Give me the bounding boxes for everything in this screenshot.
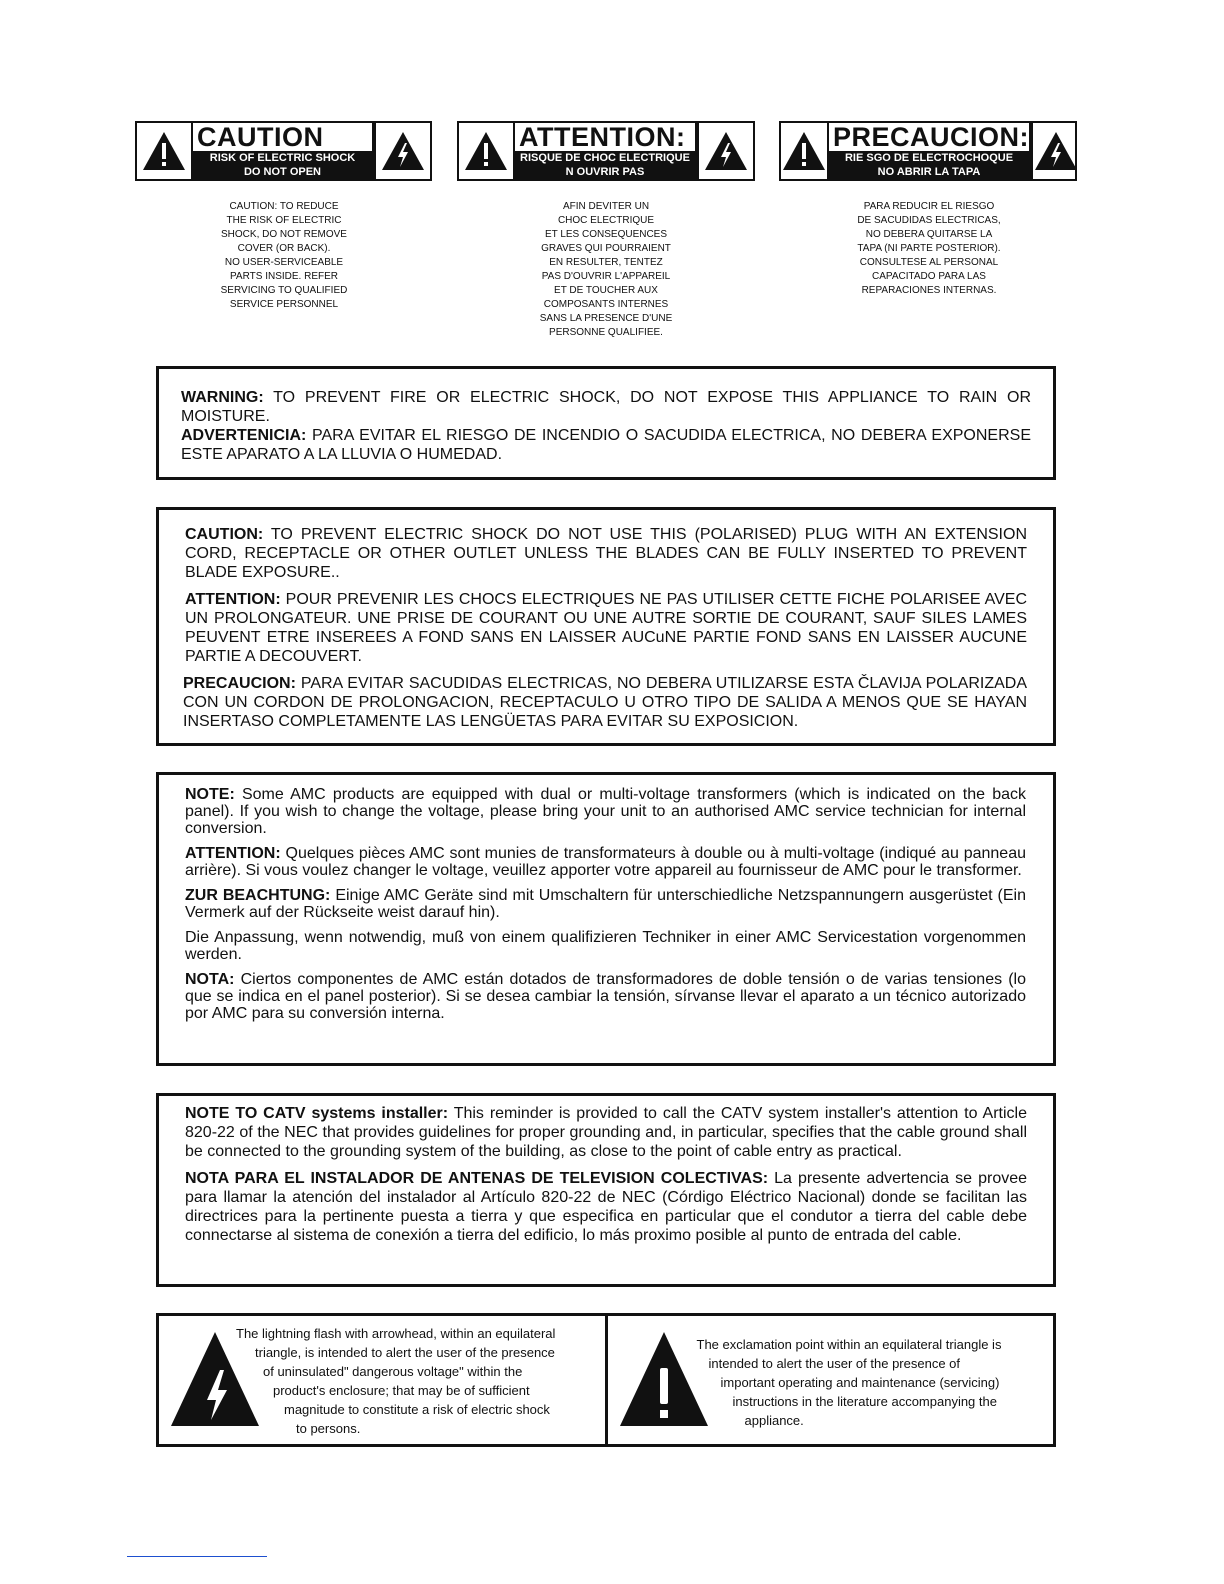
label-line: RIE SGO DE ELECTROCHOQUE [844,152,1014,164]
attention-label [457,121,755,181]
voltage-note-box [156,772,1056,1066]
catv-text: La presente advertencia se provee para llamar la atención del instalador al Artículo 820-22 de NEC (Córdigo Eléctrico Nacional) donde se facilitan las directrices para la pertinente puesta a tierra y que especifica en particular que el condutor a tierra del cable debe connectarse al sistema de conexión a tierra del edificio, lo más proximo posible al punto de entrada del cable. [185,1170,1028,1244]
text-line: to persons. [296,1421,361,1436]
caution-english-text [184,200,384,312]
plug-label: PRECAUCION: [183,675,296,692]
label-title: CAUTION [191,123,374,151]
plug-spanish [183,674,1027,731]
lightning-triangle-icon [169,1330,261,1428]
lightning-triangle-icon [1031,123,1079,179]
text-line: SHOCK, DO NOT REMOVE [221,229,347,240]
voltage-text: Ciertos componentes de AMC están dotados de transformadores de doble tensión o de varias tensiones (lo que se indica en el panel posterior). Si se desea cambiar la tensión, sírvanse llevar el aparato a un técnico autorizado por AMC para su conversión interna. [185,971,1026,1022]
text-line: GRAVES QUI POURRAIENT [541,243,671,254]
plug-label: CAUTION: [185,526,264,543]
text-line: SERVICING TO QUALIFIED [220,285,348,296]
caution-spanish-text [829,200,1029,298]
voltage-german-2: Die Anpassung, wenn notwendig, muß von einem qualifizieren Techniker in einer AMC Servicestation vorgenommen werden. [185,929,1026,963]
text-line: CHOC ELECTRIQUE [557,215,655,226]
warning-text: TO PREVENT FIRE OR ELECTRIC SHOCK, DO NOT EXPOSE THIS APPLIANCE TO RAIN OR MOISTURE. [181,389,1031,425]
warning-spanish [181,426,1031,464]
catv-label: NOTE TO CATV systems installer: [185,1105,449,1122]
warning-label: ADVERTENICIA: [181,427,307,444]
voltage-text: Einige AMC Geräte sind mit Umschaltern für unterschiedliche Netzspannungern ausgerüstet (Ein Vermerk auf der Rückseite weist darauf hin). [185,887,1026,921]
plug-text: POUR PREVENIR LES CHOCS ELECTRIQUES NE PAS UTILISER CETTE FICHE POLARISEE AVEC UN PROLONGATEUR. UNE PRISE DE COURANT OU UNE AUTRE SORTIE DE COURANT, SAUF SILES LAMES PEUVENT ETRE INSEREES A FOND SANS EN LAISSER AUCuNE PARTIE FOND SANS EN LAISSER AUCUNE PARTIE A DECOUVERT. [185,591,1027,665]
text-line: product's enclosure; that may be of sufficient [273,1383,530,1398]
voltage-text: Quelques pièces AMC sont munies de transformateurs à double ou à multi-voltage (indiqué au panneau arrière). Si vous voulez changer le voltage, veuillez apporter votre appareil au fournisseur de AMC pour le transformer. [185,845,1026,879]
exclamation-triangle-icon [781,123,827,179]
label-title: PRECAUCION: [827,123,1031,151]
plug-text: PARA EVITAR SACUDIDAS ELECTRICAS, NO DEBERA UTILIZARSE ESTA ČLAVIJA POLARIZADA CON UN CORDON DE PROLONGACION, RECEPTACULO U OTRO TIPO DE SALIDA A MENOS QUE SE HAYAN INSERTASO COMPLETAMENTE LAS LENGÜETAS PARA EVITAR SU EXPOSICION. [183,675,1027,730]
text-line: NO DEBERA QUITARSE LA [865,229,993,240]
exclamation-explanation [608,1316,1054,1444]
text-line: TAPA (NI PARTE POSTERIOR). [857,243,1001,254]
text-line: PARTS INSIDE. REFER [230,271,338,282]
text-line: ET DE TOUCHER AUX [554,285,658,296]
text-line: EN RESULTER, TENTEZ [549,257,663,268]
text-line: important operating and maintenance (servicing) [720,1375,1000,1390]
caution-french-text [506,200,706,340]
catv-english [185,1104,1027,1161]
voltage-label: ZUR BEACHTUNG: [185,887,331,904]
catv-note-box [156,1093,1056,1287]
label-line: RISQUE DE CHOC ELECTRIQUE [520,152,690,164]
exclamation-triangle-icon [459,123,513,179]
text-line: ET LES CONSEQUENCES [544,229,668,240]
text-line: REPARACIONES INTERNAS. [861,285,997,296]
plug-english [185,525,1027,582]
text-line: CAUTION: TO REDUCE [229,201,339,212]
lightning-explanation [159,1316,608,1444]
precaucion-label [779,121,1077,181]
text-line: SERVICE PERSONNEL [229,299,339,310]
text-line: PERSONNE QUALIFIEE. [549,327,663,338]
plug-french [185,590,1027,666]
symbol-explanation-box [156,1313,1056,1447]
text-line: of uninsulated" dangerous voltage" within the [263,1364,523,1379]
voltage-french [185,845,1026,879]
footer-rule [127,1556,267,1557]
label-line: RISK OF ELECTRIC SHOCK [209,152,356,164]
warning-label: WARNING: [181,389,264,406]
voltage-spanish [185,971,1026,1022]
voltage-text: Some AMC products are equipped with dual or multi-voltage transformers (which is indicated on the back panel). If you wish to change the voltage, please bring your unit to an authorised AMC service technician for internal conversion. [185,786,1026,837]
lightning-triangle-icon [374,123,430,179]
text-line: PARA REDUCIR EL RIESGO [863,201,995,212]
text-line: AFIN DEVITER UN [562,201,650,212]
text-line: NO USER-SERVICEABLE [224,257,344,268]
text-line: COVER (OR BACK). [237,243,331,254]
text-line: intended to alert the user of the presence of [708,1356,961,1371]
voltage-label: NOTE: [185,786,235,803]
catv-spanish [185,1169,1027,1245]
text-line: DE SACUDIDAS ELECTRICAS, [857,215,1001,226]
voltage-english [185,786,1026,837]
text-line: The exclamation point within an equilateral triangle is [696,1337,1002,1352]
text-line: SANS LA PRESENCE D'UNE [539,313,673,324]
label-line: DO NOT OPEN [243,166,321,178]
text-line: THE RISK OF ELECTRIC [226,215,342,226]
text-line: CONSULTESE AL PERSONAL [859,257,999,268]
label-title: ATTENTION: [513,123,697,151]
text-line: appliance. [744,1413,804,1428]
plug-caution-box [156,507,1056,746]
text-line: CAPACITADO PARA LAS [872,271,986,282]
warning-box [156,366,1056,480]
lightning-triangle-icon [697,123,753,179]
text-line: PAS D'OUVRIR L'APPAREIL [541,271,671,282]
text-line: The lightning flash with arrowhead, within an equilateral [236,1326,556,1341]
warning-english [181,388,1031,426]
catv-text: This reminder is provided to call the CATV system installer's attention to Article 820-22 of the NEC that provides guidelines for proper grounding and, in particular, specifies that the cable ground shall be connected to the grounding system of the building, as close to the point of cable entry as practical. [185,1105,1027,1160]
text-line: instructions in the literature accompanying the [732,1394,997,1409]
text-line: triangle, is intended to alert the user of the presence [255,1345,555,1360]
warning-text: PARA EVITAR EL RIESGO DE INCENDIO O SACUDIDA ELECTRICA, NO DEBERA EXPONERSE ESTE APARATO A LA LLUVIA O HUMEDAD. [181,427,1031,463]
voltage-label: ATTENTION: [185,845,281,862]
text-line: COMPOSANTS INTERNES [543,299,669,310]
plug-label: ATTENTION: [185,591,281,608]
caution-label [135,121,432,181]
voltage-label: NOTA: [185,971,235,988]
label-line: NO ABRIR LA TAPA [877,166,981,178]
voltage-german [185,887,1026,921]
exclamation-triangle-icon [137,123,191,179]
label-line: N OUVRIR PAS [565,166,645,178]
catv-label: NOTA PARA EL INSTALADOR DE ANTENAS DE TELEVISION COLECTIVAS: [185,1170,769,1187]
plug-text: TO PREVENT ELECTRIC SHOCK DO NOT USE THIS (POLARISED) PLUG WITH AN EXTENSION CORD, RECEPTACLE OR OTHER OUTLET UNLESS THE BLADES CAN BE FULLY INSERTED TO PREVENT BLADE EXPOSURE.. [185,526,1027,581]
text-line: magnitude to constitute a risk of electric shock [284,1402,550,1417]
